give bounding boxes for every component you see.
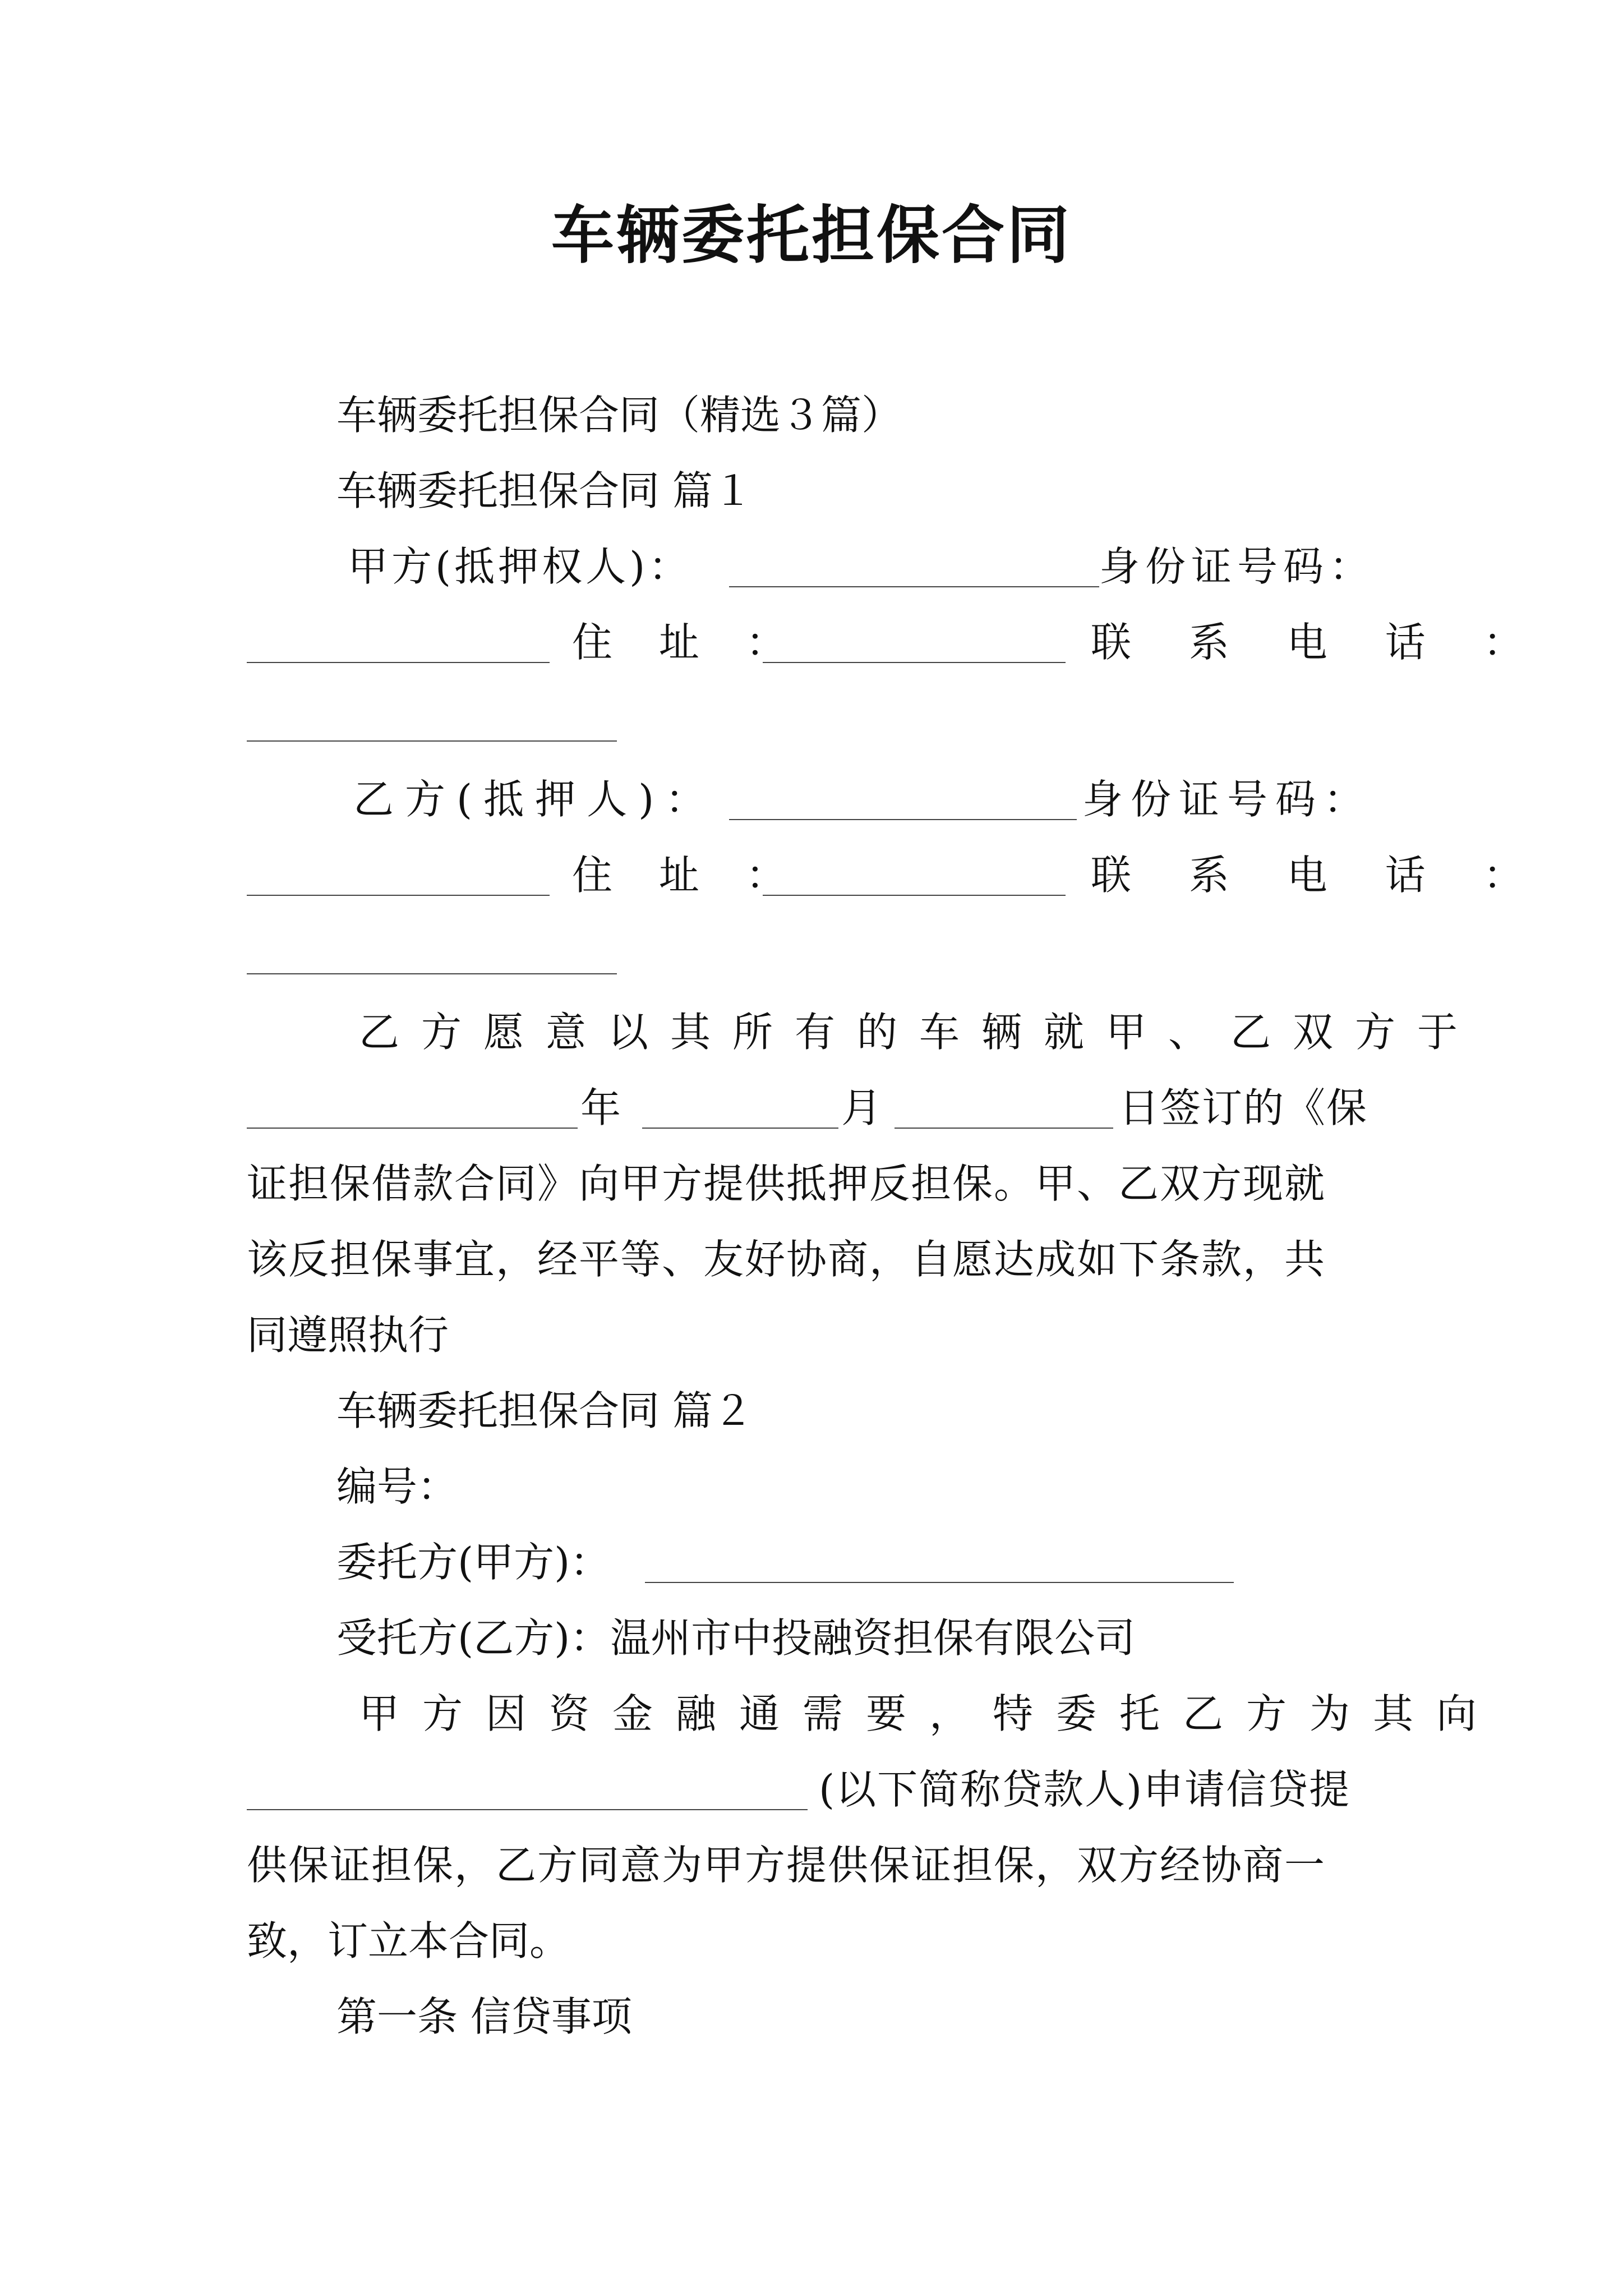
date-year-label: 年 xyxy=(580,1084,621,1131)
para1-line1: 乙方愿意以其所有的车辆就甲、乙双方于 xyxy=(359,1009,1480,1056)
party-a-id-label: 身份证号码： xyxy=(1099,543,1376,590)
entrust-label: 委托方(甲方)： xyxy=(336,1539,611,1586)
part1-heading: 车辆委托担保合同 篇１ xyxy=(336,467,753,514)
number-label: 编号： xyxy=(336,1463,458,1510)
subtitle: 车辆委托担保合同（精选３篇） xyxy=(336,392,902,439)
party-a-id-blank xyxy=(247,623,550,663)
party-a-label: 甲方(抵押权人)： xyxy=(348,543,693,590)
para2-line4: 致，订立本合同。 xyxy=(247,1917,570,1964)
party-b-phone-blank xyxy=(247,934,617,974)
party-b-name-blank xyxy=(729,780,1077,820)
party-b-address-blank xyxy=(763,855,1066,896)
para2-line1: 甲方因资金融通需要，特委托乙方为其向 xyxy=(359,1690,1500,1737)
party-a-phone-blank xyxy=(247,701,617,742)
para1-line3: 证担保借款合同》向甲方提供抵押反担保。甲、乙双方现就 xyxy=(247,1160,1326,1207)
party-b-address-label: 住 址 ： xyxy=(572,852,803,899)
para1-line5: 同遵照执行 xyxy=(247,1312,449,1359)
date-day-blank xyxy=(895,1088,1113,1129)
date-month-blank xyxy=(642,1088,838,1129)
para1-line4: 该反担保事宜，经平等、友好协商，自愿达成如下条款，共 xyxy=(247,1236,1326,1283)
para2-line2-rest: (以下简称贷款人)申请信贷提 xyxy=(819,1766,1351,1813)
para1-line2-rest: 日签订的《保 xyxy=(1119,1084,1368,1131)
document-title: 车辆委托担保合同 xyxy=(551,199,1072,272)
date-year-blank xyxy=(247,1088,578,1129)
para2-line3: 供保证担保，乙方同意为甲方提供保证担保，双方经协商一 xyxy=(247,1842,1326,1889)
article1-heading: 第一条 信贷事项 xyxy=(336,1993,632,2040)
party-a-address-blank xyxy=(763,623,1066,663)
party-a-address-label: 住 址 ： xyxy=(572,619,803,666)
party-b-id-blank xyxy=(247,855,550,896)
party-a-phone-label: 联 系 电 话 ： xyxy=(1091,619,1546,666)
party-b-phone-label: 联 系 电 话 ： xyxy=(1091,852,1546,899)
date-month-label: 月 xyxy=(841,1084,882,1131)
lender-blank xyxy=(247,1770,808,1810)
party-b-label: 乙方(抵押人)： xyxy=(353,776,717,823)
part2-heading: 车辆委托担保合同 篇２ xyxy=(336,1387,753,1434)
trustee-line: 受托方(乙方)：温州市中投融资担保有限公司 xyxy=(336,1614,1136,1662)
entrust-name-blank xyxy=(645,1543,1234,1583)
party-b-id-label: 身份证号码： xyxy=(1082,776,1372,823)
party-a-name-blank xyxy=(729,547,1099,587)
